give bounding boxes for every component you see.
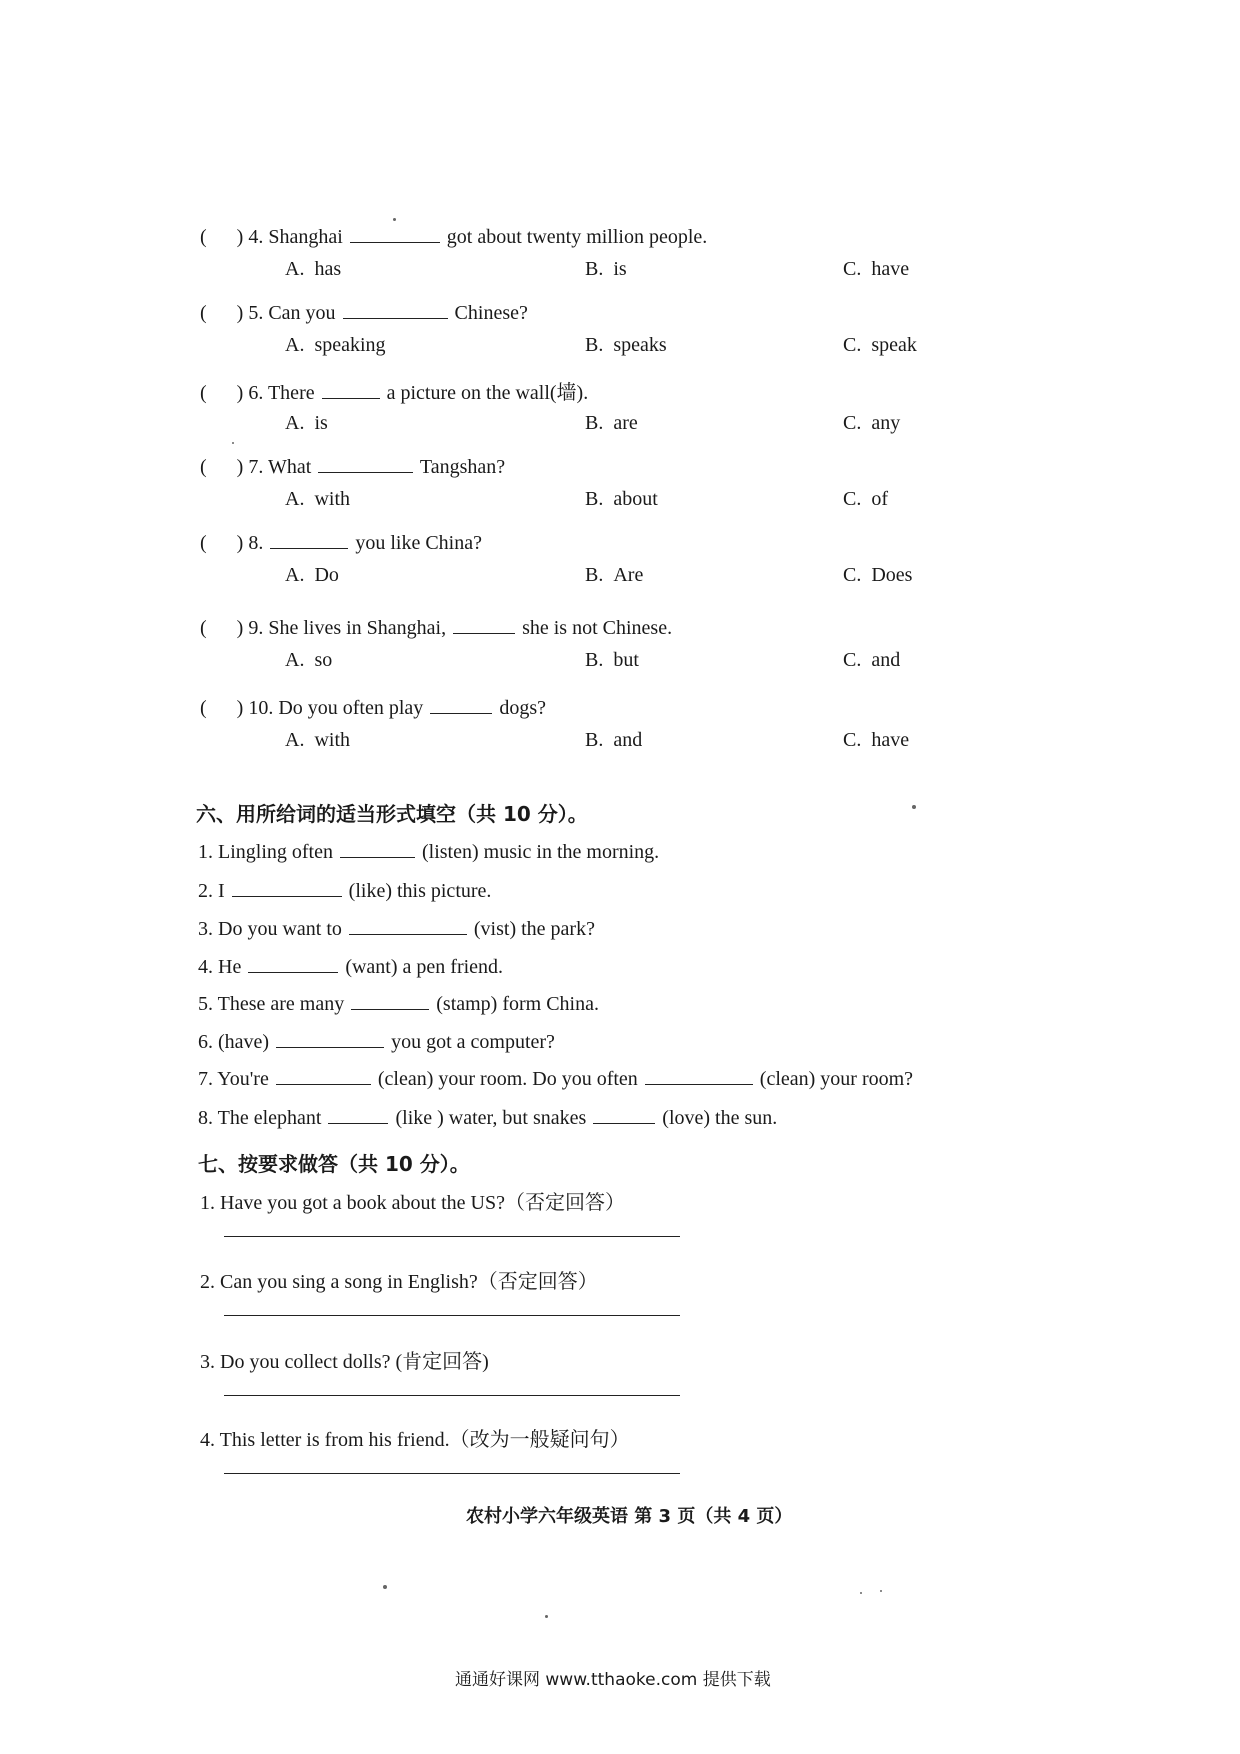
item-text: (want) a pen friend. xyxy=(345,956,504,978)
option-letter: B. xyxy=(585,729,604,751)
question-row xyxy=(200,452,505,479)
option-letter: C. xyxy=(843,412,862,434)
item-text: These are many xyxy=(217,993,345,1015)
option-text: Are xyxy=(613,564,644,586)
fill-in-item xyxy=(198,1027,555,1054)
option-choice[interactable] xyxy=(585,729,642,752)
item-number: 7. xyxy=(198,1068,213,1090)
item-text: Do you collect dolls? (肯定回答) xyxy=(220,1351,489,1373)
item-number: 3. xyxy=(200,1351,215,1373)
option-letter: C. xyxy=(843,564,862,586)
scan-speck xyxy=(912,805,916,809)
option-letter: B. xyxy=(585,649,604,671)
option-choice[interactable] xyxy=(843,334,917,357)
fill-blank[interactable] xyxy=(349,914,467,935)
option-text: but xyxy=(613,649,639,671)
answer-parenthesis[interactable]: ( ) xyxy=(200,382,244,404)
option-letter: A. xyxy=(285,334,305,356)
fill-in-item xyxy=(198,837,659,864)
item-text: Have you got a book about the US?（否定回答） xyxy=(220,1192,625,1214)
option-choice[interactable] xyxy=(285,729,350,752)
item-text: (have) xyxy=(218,1031,270,1053)
option-text: have xyxy=(871,729,910,751)
option-choice[interactable] xyxy=(285,334,386,357)
option-letter: A. xyxy=(285,488,305,510)
item-text: I xyxy=(218,880,225,902)
option-choice[interactable] xyxy=(843,564,912,587)
short-answer-item xyxy=(200,1345,489,1374)
answer-line[interactable] xyxy=(224,1315,680,1316)
item-text: You're xyxy=(217,1068,269,1090)
question-row xyxy=(200,693,546,720)
answer-blank[interactable] xyxy=(453,613,515,634)
fill-in-item xyxy=(198,1103,777,1130)
item-text: (clean) your room. Do you often xyxy=(377,1068,638,1090)
option-text: speaking xyxy=(314,334,386,356)
item-number: 1. xyxy=(200,1192,215,1214)
item-text: (clean) your room? xyxy=(759,1068,914,1090)
scan-speck xyxy=(393,218,396,221)
option-choice[interactable] xyxy=(585,649,639,672)
fill-blank[interactable] xyxy=(232,876,342,897)
item-number: 8. xyxy=(198,1107,213,1129)
question-number: 7. xyxy=(248,456,264,478)
question-text: She lives in Shanghai, xyxy=(268,617,447,639)
option-text: are xyxy=(613,412,638,434)
question-row xyxy=(200,376,588,405)
option-text: have xyxy=(871,258,910,280)
option-text: speaks xyxy=(613,334,667,356)
question-number: 8. xyxy=(248,532,264,554)
option-text: with xyxy=(314,488,351,510)
option-letter: C. xyxy=(843,488,862,510)
question-row xyxy=(200,298,528,325)
answer-line[interactable] xyxy=(224,1236,680,1237)
option-choice[interactable] xyxy=(843,488,888,511)
option-letter: A. xyxy=(285,564,305,586)
item-text: The elephant xyxy=(217,1107,322,1129)
short-answer-item xyxy=(200,1186,625,1215)
option-text: and xyxy=(613,729,643,751)
answer-blank[interactable] xyxy=(318,452,413,473)
question-text: Can you xyxy=(268,302,336,324)
question-number: 9. xyxy=(248,617,264,639)
option-choice[interactable] xyxy=(843,258,909,281)
page-footer: 农村小学六年级英语 第 3 页（共 4 页） xyxy=(466,1506,793,1527)
item-number: 4. xyxy=(200,1429,215,1451)
item-text: (love) the sun. xyxy=(662,1107,778,1129)
option-choice[interactable] xyxy=(843,729,909,752)
item-text: (like ) water, but snakes xyxy=(395,1107,587,1129)
item-number: 2. xyxy=(198,880,213,902)
fill-in-item xyxy=(198,876,491,903)
item-text: you got a computer? xyxy=(391,1031,555,1053)
answer-blank[interactable] xyxy=(322,378,380,399)
question-text: she is not Chinese. xyxy=(522,617,673,639)
option-choice[interactable] xyxy=(843,412,900,435)
fill-blank[interactable] xyxy=(248,952,338,973)
scan-speck xyxy=(880,1590,882,1592)
option-letter: B. xyxy=(585,488,604,510)
question-text: Do you often play xyxy=(278,697,424,719)
question-text: you like China? xyxy=(355,532,482,554)
option-letter: C. xyxy=(843,258,862,280)
fill-blank[interactable] xyxy=(328,1103,388,1124)
item-number: 6. xyxy=(198,1031,213,1053)
option-choice[interactable] xyxy=(285,488,350,511)
answer-blank[interactable] xyxy=(270,528,348,549)
option-letter: B. xyxy=(585,334,604,356)
option-letter: A. xyxy=(285,258,305,280)
item-text: Do you want to xyxy=(218,918,342,940)
answer-line[interactable] xyxy=(224,1473,680,1474)
fill-blank[interactable] xyxy=(351,989,429,1010)
scan-speck xyxy=(860,1592,862,1594)
question-number: 4. xyxy=(248,226,264,248)
fill-blank[interactable] xyxy=(645,1064,753,1085)
option-text: is xyxy=(613,258,627,280)
option-text: Does xyxy=(871,564,913,586)
option-text: about xyxy=(613,488,658,510)
option-letter: C. xyxy=(843,334,862,356)
answer-parenthesis[interactable]: ( ) xyxy=(200,532,244,554)
fill-blank[interactable] xyxy=(276,1027,384,1048)
option-text: speak xyxy=(871,334,917,356)
option-choice[interactable] xyxy=(843,649,900,672)
option-text: Do xyxy=(314,564,339,586)
fill-blank[interactable] xyxy=(276,1064,371,1085)
item-text: (listen) music in the morning. xyxy=(421,841,660,863)
answer-blank[interactable] xyxy=(343,298,448,319)
short-answer-item xyxy=(200,1265,598,1294)
scan-speck xyxy=(383,1585,387,1589)
item-text: Can you sing a song in English?（否定回答） xyxy=(220,1271,598,1293)
option-text: of xyxy=(871,488,889,510)
option-letter: C. xyxy=(843,729,862,751)
fill-in-item xyxy=(198,1064,913,1091)
item-text: Lingling often xyxy=(218,841,333,863)
question-row xyxy=(200,528,482,555)
answer-parenthesis[interactable]: ( ) xyxy=(200,226,244,248)
fill-blank[interactable] xyxy=(593,1103,655,1124)
item-text: (like) this picture. xyxy=(348,880,492,902)
option-choice[interactable] xyxy=(585,258,627,281)
option-text: any xyxy=(871,412,901,434)
answer-line[interactable] xyxy=(224,1395,680,1396)
scan-speck xyxy=(545,1615,548,1618)
option-letter: B. xyxy=(585,258,604,280)
item-text: He xyxy=(218,956,242,978)
option-choice[interactable] xyxy=(585,412,638,435)
item-number: 5. xyxy=(198,993,213,1015)
short-answer-item xyxy=(200,1423,630,1452)
item-number: 2. xyxy=(200,1271,215,1293)
option-text: is xyxy=(314,412,328,434)
item-number: 3. xyxy=(198,918,213,940)
item-text: (stamp) form China. xyxy=(436,993,599,1015)
question-number: 5. xyxy=(248,302,264,324)
question-text: What xyxy=(267,456,312,478)
question-text: a picture on the wall(墙). xyxy=(386,382,589,404)
option-letter: A. xyxy=(285,649,305,671)
item-number: 1. xyxy=(198,841,213,863)
option-choice[interactable] xyxy=(285,564,339,587)
question-text: There xyxy=(267,382,315,404)
option-choice[interactable] xyxy=(285,412,328,435)
option-text: and xyxy=(871,649,901,671)
question-row xyxy=(200,613,672,640)
option-letter: B. xyxy=(585,412,604,434)
question-text: Shanghai xyxy=(268,226,343,248)
option-choice[interactable] xyxy=(585,334,667,357)
fill-blank[interactable] xyxy=(340,837,415,858)
option-choice[interactable] xyxy=(585,488,658,511)
answer-parenthesis[interactable]: ( ) xyxy=(200,302,244,324)
question-number: 10. xyxy=(248,697,274,719)
fill-in-item xyxy=(198,989,599,1016)
scan-speck xyxy=(232,442,234,444)
answer-parenthesis[interactable]: ( ) xyxy=(200,697,244,719)
question-text: Chinese? xyxy=(454,302,528,324)
item-text: This letter is from his friend.（改为一般疑问句） xyxy=(219,1429,630,1451)
question-number: 6. xyxy=(248,382,264,404)
option-letter: B. xyxy=(585,564,604,586)
option-letter: C. xyxy=(843,649,862,671)
option-choice[interactable] xyxy=(585,564,643,587)
answer-blank[interactable] xyxy=(430,693,492,714)
option-text: with xyxy=(314,729,351,751)
item-number: 4. xyxy=(198,956,213,978)
section-seven-heading: 七、按要求做答（共 10 分）。 xyxy=(198,1152,470,1176)
option-choice[interactable] xyxy=(285,649,332,672)
option-text: has xyxy=(314,258,342,280)
option-text: so xyxy=(314,649,333,671)
fill-in-item xyxy=(198,952,503,979)
section-six-heading: 六、用所给词的适当形式填空（共 10 分）。 xyxy=(196,802,588,826)
download-source: 通通好课网 www.tthaoke.com 提供下载 xyxy=(455,1670,771,1690)
answer-blank[interactable] xyxy=(350,222,440,243)
question-text: got about twenty million people. xyxy=(446,226,708,248)
question-text: dogs? xyxy=(499,697,546,719)
option-letter: A. xyxy=(285,412,305,434)
question-text: Tangshan? xyxy=(419,456,506,478)
answer-parenthesis[interactable]: ( ) xyxy=(200,456,244,478)
option-choice[interactable] xyxy=(285,258,341,281)
item-text: (vist) the park? xyxy=(473,918,595,940)
answer-parenthesis[interactable]: ( ) xyxy=(200,617,244,639)
option-letter: A. xyxy=(285,729,305,751)
question-row xyxy=(200,222,707,249)
fill-in-item xyxy=(198,914,595,941)
